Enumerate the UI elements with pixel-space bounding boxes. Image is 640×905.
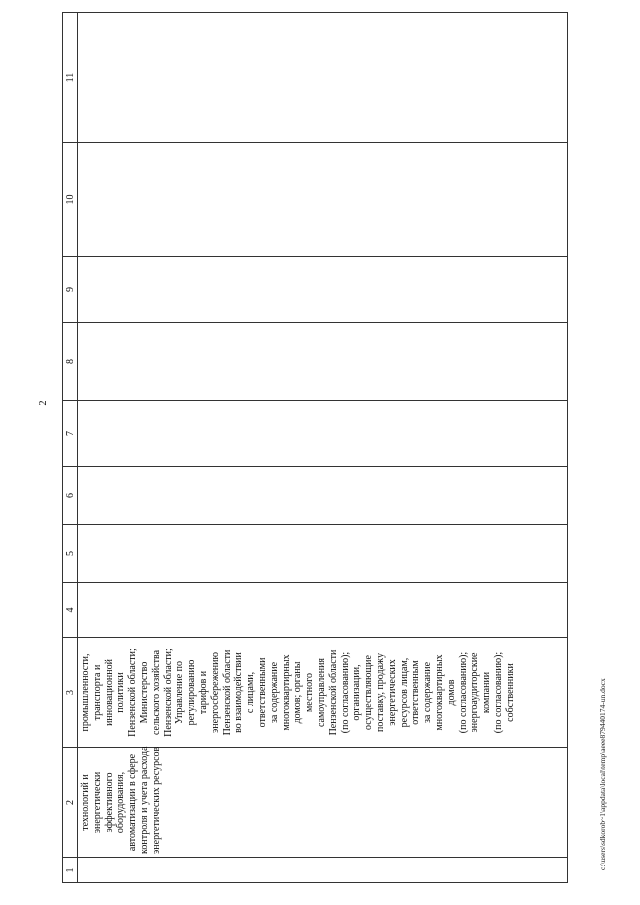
cell-line: технологий и [80, 774, 91, 831]
cell-line: тарифов и [197, 670, 209, 715]
cell-line: ответственными [256, 657, 268, 728]
cell-line: с лицами, [245, 671, 257, 714]
header-col-9: 9 [63, 257, 78, 323]
header-col-6: 6 [63, 467, 78, 525]
cell-line: местного [304, 672, 316, 713]
header-col-2: 2 [63, 748, 78, 858]
cell-line: организации, [351, 664, 363, 721]
cell-line: промышленности, [80, 653, 91, 732]
header-col-11: 11 [63, 13, 78, 143]
cell-line: Пензенской области [327, 649, 339, 736]
cell-line: (по согласованию); [492, 651, 504, 734]
cell-col-1 [78, 858, 568, 883]
cell-line: контроля и учета расхода [138, 746, 150, 854]
cell-line: самоуправления [315, 657, 327, 728]
cell-line: регулированию [186, 659, 198, 726]
cell-line: Пензенской области; [162, 648, 174, 737]
header-col-10: 10 [63, 143, 78, 257]
header-col-1: 1 [63, 858, 78, 883]
responsible-executors [78, 638, 518, 747]
cell-col-4 [78, 583, 568, 638]
cell-line: многоквартирных [280, 654, 292, 731]
cell-line: Пензенской области; [127, 648, 139, 737]
cell-col-11 [78, 13, 568, 143]
cell-line: поставку, продажу [374, 653, 386, 732]
cell-line: оборудования, [115, 771, 127, 834]
cell-line: инновационной [103, 659, 115, 726]
cell-line: компании [481, 671, 493, 714]
cell-col-6 [78, 467, 568, 525]
cell-line: многоквартирных [433, 654, 445, 731]
cell-line: транспорта и [91, 664, 103, 721]
page-number: 2 [38, 400, 49, 406]
table-row [78, 13, 568, 883]
cell-line: ресурсов лицам, [398, 657, 410, 728]
cell-line: за содержание [268, 661, 280, 724]
header-row [63, 13, 78, 883]
cell-line: за содержание [422, 661, 434, 724]
cell-line: Пензенской области [221, 649, 233, 736]
cell-col-8 [78, 323, 568, 401]
cell-line: (по согласованию); [339, 651, 351, 734]
cell-col-3 [78, 638, 568, 748]
cell-line: политики [115, 672, 127, 713]
cell-line: осуществляющие [363, 655, 375, 730]
measure-description [78, 748, 165, 857]
cell-line: эффективного [103, 772, 115, 833]
cell-line: (по согласованию); [457, 651, 469, 734]
cell-line: энергоаудиторские [469, 652, 481, 733]
cell-line: энергетических [386, 659, 398, 726]
cell-line: сельского хозяйства [150, 649, 162, 736]
cell-line: ответственным [410, 660, 422, 725]
header-col-8: 8 [63, 323, 78, 401]
cell-line: во взаимодействии [233, 652, 245, 733]
header-col-5: 5 [63, 525, 78, 583]
cell-line: Управление по [174, 661, 186, 725]
header-col-3: 3 [63, 638, 78, 748]
footer-file-path: c:\users\sdkorob~1\appdata\local\temp\aeee879440174-un.docx [598, 678, 607, 870]
rotated-table-container [62, 17, 568, 883]
data-table [62, 12, 568, 883]
cell-col-2 [78, 748, 568, 858]
cell-line: домов; органы [292, 661, 304, 724]
cell-col-10 [78, 143, 568, 257]
cell-line: автоматизации в сфере [127, 753, 139, 852]
header-col-7: 7 [63, 401, 78, 467]
cell-line: домов [445, 679, 457, 706]
cell-line: энергетически [91, 771, 103, 834]
cell-line: собственники [504, 663, 516, 722]
header-col-4: 4 [63, 583, 78, 638]
cell-line: Министерство [138, 661, 150, 724]
cell-col-9 [78, 257, 568, 323]
cell-col-5 [78, 525, 568, 583]
cell-line: энергетических ресурсов [150, 746, 162, 854]
cell-line: энергосбережению [209, 652, 221, 733]
cell-col-7 [78, 401, 568, 467]
